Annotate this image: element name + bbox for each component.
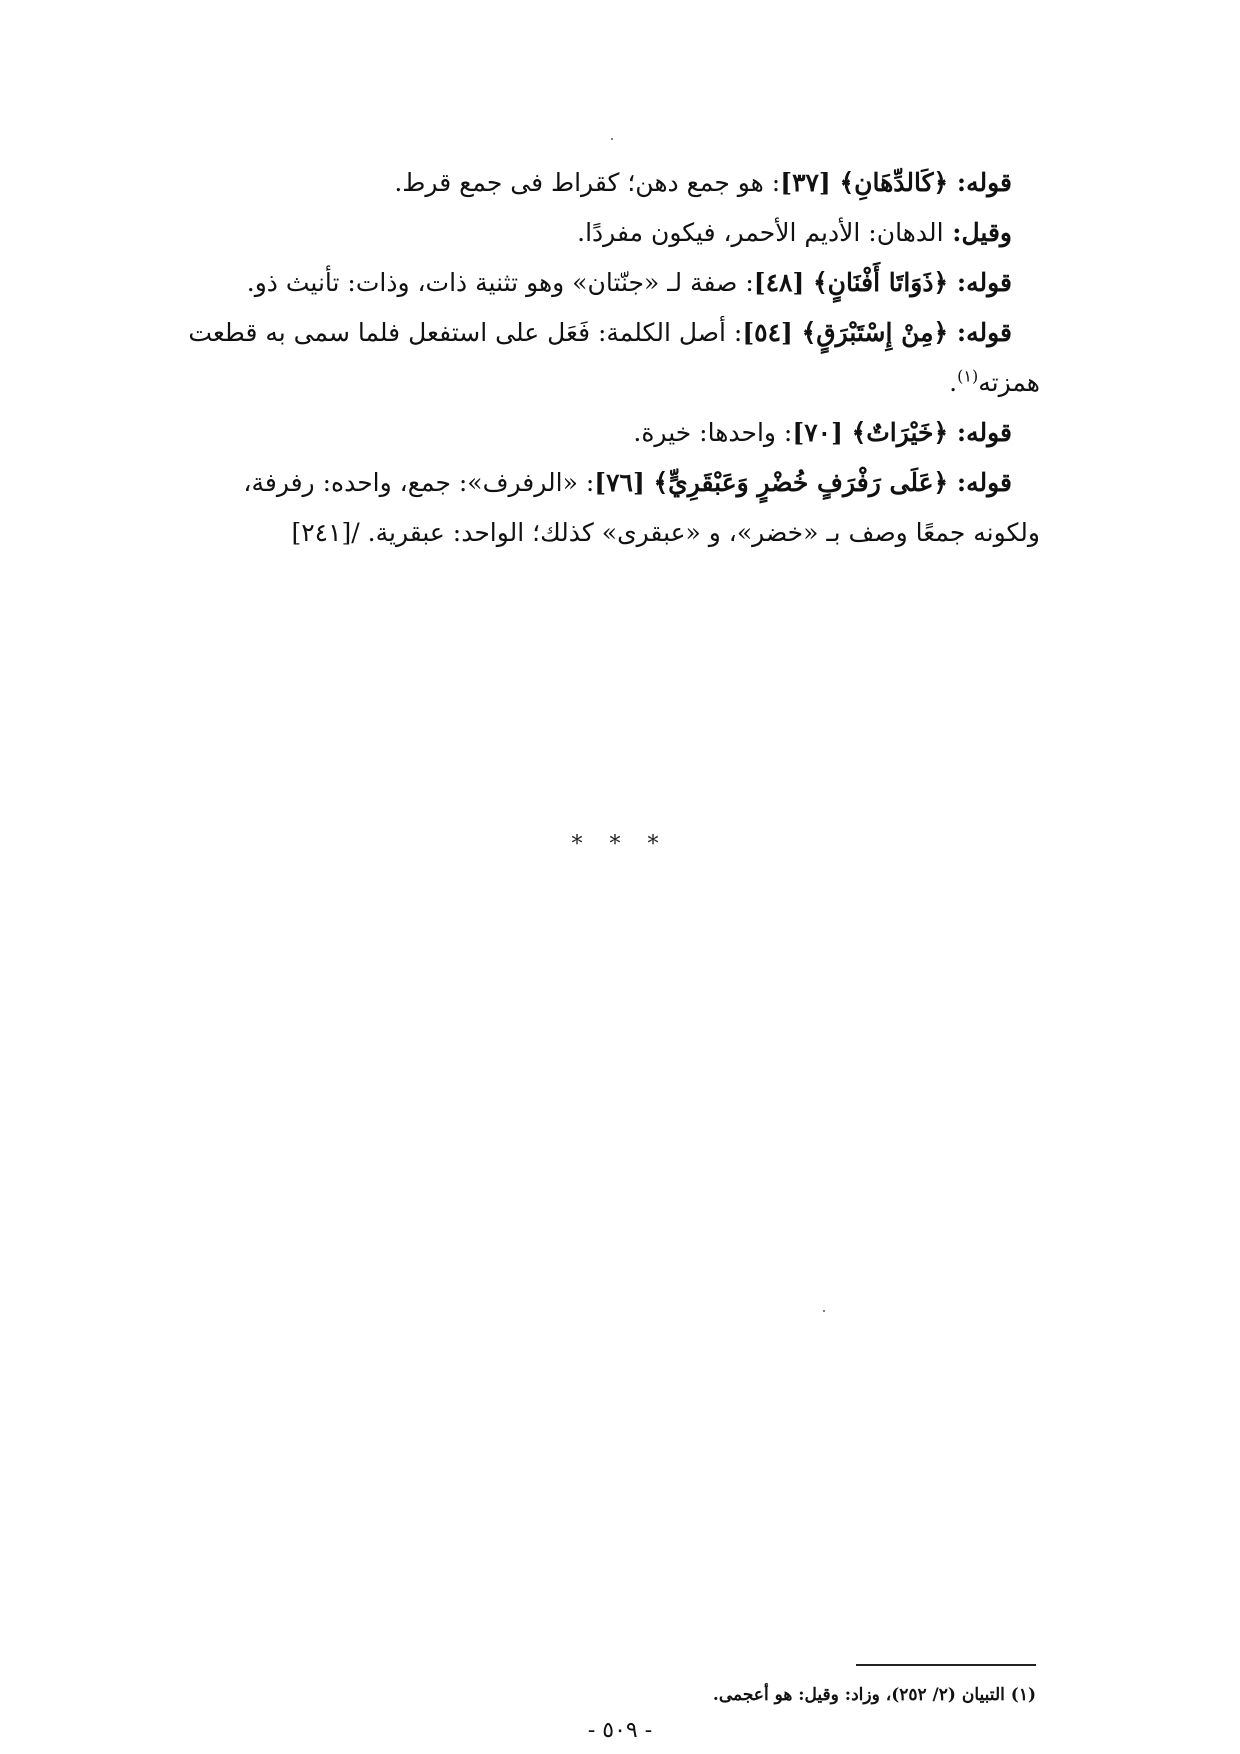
quran-quote: ﴿عَلَى رَفْرَفٍ خُضْرٍ وَعَبْقَرِيٍّ﴾ [٧٦]	[594, 468, 949, 497]
text-line	[188, 308, 1040, 358]
label: قوله:	[948, 468, 1012, 497]
commentary: : صفة لـ «جنّتان» وهو تثنية ذات، وذات: تأنيث ذو.	[246, 268, 754, 297]
text-line	[200, 508, 1040, 558]
quran-quote: ﴿خَيْرَاتٌ﴾ [٧٠]	[792, 418, 949, 447]
commentary: همزته	[978, 368, 1040, 397]
commentary: : واحدها: خيرة.	[633, 418, 793, 447]
footnote-divider	[856, 1664, 1036, 1666]
text-line	[200, 258, 1040, 308]
commentary: ولكونه جمعًا وصف بـ «خضر»، و «عبقرى» كذلك؛ الواحد: عبقرية. /[٢٤١]	[291, 518, 1040, 547]
text-line	[200, 408, 1040, 458]
label: قوله:	[948, 168, 1012, 197]
page-number: - ٥٠٩ -	[587, 1718, 653, 1743]
quran-quote: ﴿كَالدِّهَانِ﴾ [٣٧]	[780, 168, 949, 197]
text-line	[200, 358, 1040, 408]
text-line	[200, 208, 1040, 258]
scan-speck	[611, 138, 613, 140]
section-separator: * * *	[571, 832, 669, 857]
label: قوله:	[948, 318, 1012, 347]
commentary: الدهان: الأديم الأحمر، فيكون مفردًا.	[577, 218, 944, 247]
label: قوله:	[948, 268, 1012, 297]
quran-quote: ﴿ذَوَاتَا أَفْنَانٍ﴾ [٤٨]	[753, 268, 949, 297]
commentary: : أصل الكلمة: فَعَل على استفعل فلما سمى به قطعت	[188, 318, 743, 347]
text-line	[200, 158, 1040, 208]
quran-quote: ﴿مِنْ إِسْتَبْرَقٍ﴾ [٥٤]	[742, 318, 949, 347]
scan-speck	[823, 1310, 825, 1312]
footnote: (١) التبيان (٢/ ٢٥٢)، وزاد: وقيل: هو أعجمى.	[712, 1685, 1036, 1705]
text-line	[200, 458, 1040, 508]
footnote-marker: (١)	[957, 366, 979, 386]
label: وقيل:	[943, 218, 1012, 247]
commentary: : هو جمع دهن؛ كقراط فى جمع قرط.	[394, 168, 781, 197]
body-text	[188, 158, 1040, 558]
commentary: : «الرفرف»: جمع، واحده: رفرفة،	[243, 468, 595, 497]
label: قوله:	[948, 418, 1012, 447]
commentary: .	[949, 368, 958, 397]
